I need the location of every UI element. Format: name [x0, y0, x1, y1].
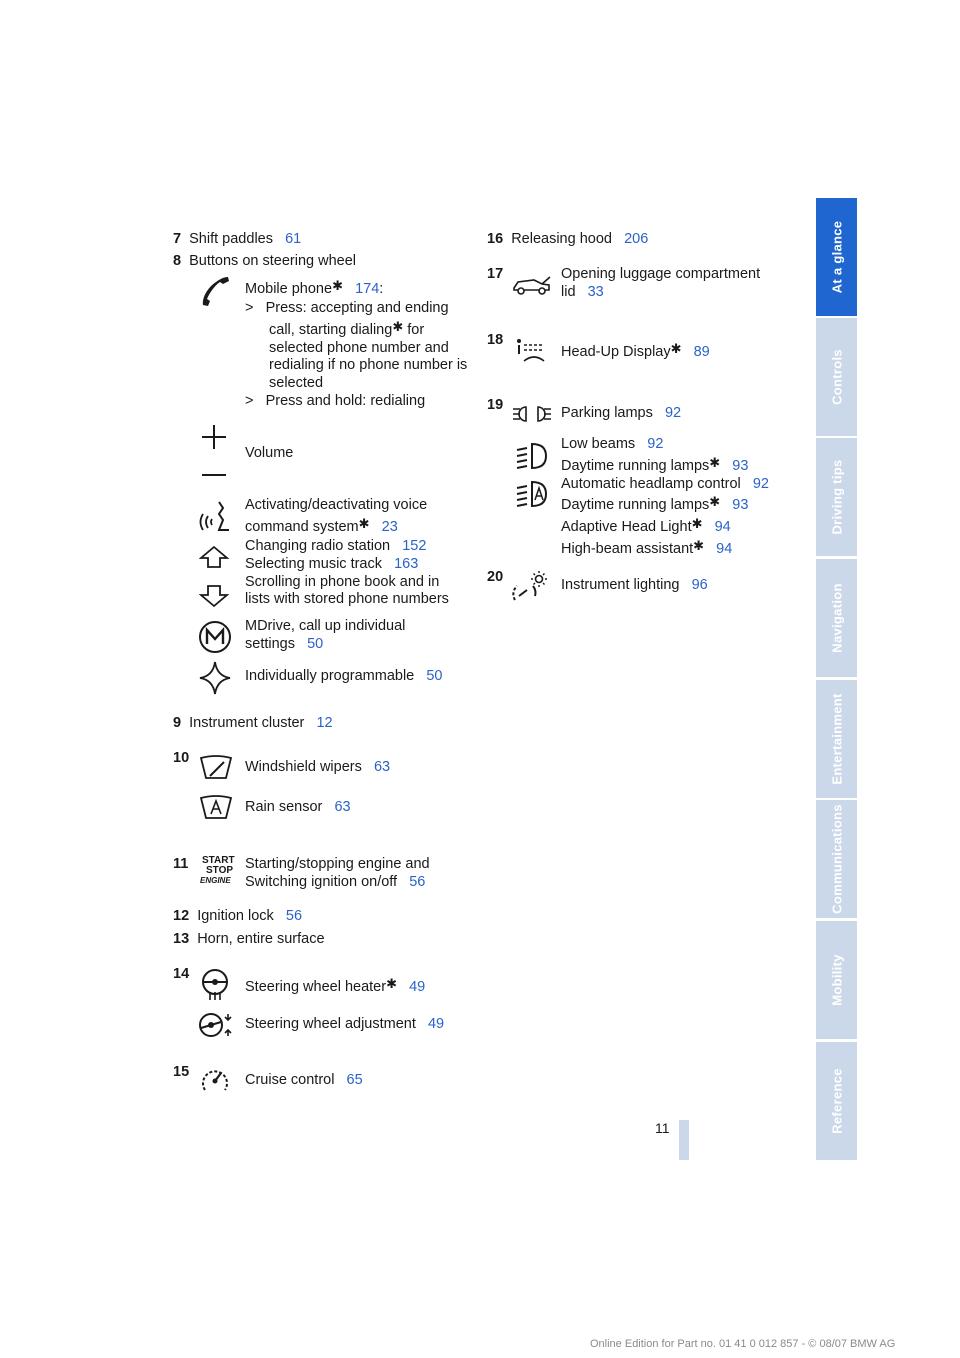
item-13: 13 Horn, entire surface: [173, 931, 325, 947]
item-15-number: 15: [173, 1064, 190, 1080]
steering-wheel-adjustment-text: Steering wheel adjustment 49: [245, 1016, 445, 1032]
footer-text: Online Edition for Part no. 01 41 0 012 857 - © 08/07 BMW AG: [590, 1338, 896, 1350]
tab-controls[interactable]: Controls: [816, 318, 857, 436]
volume-label: Volume: [245, 445, 294, 461]
mdrive-text: MDrive, call up individual settings 50: [245, 618, 406, 652]
page-ref-link[interactable]: 56: [409, 873, 426, 890]
page-ref-link[interactable]: 49: [409, 979, 426, 995]
page-ref-link[interactable]: 163: [394, 555, 419, 572]
phone-icon: [198, 274, 232, 308]
tab-communications[interactable]: Communications: [816, 800, 857, 918]
up-down-text: Changing radio station 152 Selecting music track 163 Scrolling in phone book and in lists with stored phone numbers: [245, 538, 449, 608]
tab-at-a-glance[interactable]: At a glance: [816, 198, 857, 316]
low-beams-icon: [514, 441, 548, 471]
item-8: 8 Buttons on steering wheel: [173, 253, 356, 269]
head-up-display-icon: [514, 337, 548, 363]
voice-command-icon: [199, 500, 233, 536]
item-10-number: 10: [173, 750, 190, 766]
page-ref-link[interactable]: 33: [587, 283, 604, 300]
phone-bullet-2: > Press and hold: redialing: [245, 393, 426, 409]
wiper-icon: [198, 752, 234, 782]
page-ref-link[interactable]: 23: [381, 518, 398, 535]
page-ref-link[interactable]: 93: [732, 457, 749, 474]
page-ref-link[interactable]: 152: [402, 538, 427, 554]
item-9: 9 Instrument cluster 12: [173, 715, 333, 731]
phone-bullet-1: > Press: accepting and ending call, starting dialing✱ for selected phone number and redialing if no phone number is selected: [245, 300, 468, 392]
arrow-down-icon: [199, 584, 229, 608]
page-ref-link[interactable]: 92: [752, 475, 769, 492]
item-18-number: 18: [487, 332, 504, 348]
item-7: 7 Shift paddles 61: [173, 231, 302, 247]
head-up-display-text: Head-Up Display✱ 89: [561, 341, 710, 360]
page-ref-link[interactable]: 63: [373, 759, 391, 775]
page-ref-link[interactable]: 61: [285, 231, 302, 247]
mdrive-icon: [198, 620, 232, 654]
page-ref-link[interactable]: 49: [427, 1016, 445, 1032]
programmable-star-icon: [198, 660, 232, 696]
page-ref-link[interactable]: 12: [316, 715, 333, 731]
item-11-number: 11: [173, 856, 189, 872]
item-17-number: 17: [487, 266, 504, 282]
cruise-control-text: Cruise control 65: [245, 1072, 363, 1088]
instrument-lighting-icon: [511, 570, 549, 604]
page-ref-link[interactable]: 50: [307, 635, 324, 652]
plus-icon: [201, 424, 227, 450]
page-ref-link[interactable]: 50: [426, 668, 443, 684]
start-stop-text: Starting/stopping engine and Switching ignition on/off 56: [245, 856, 430, 890]
start-stop-icon: START STOP ENGINE: [200, 855, 235, 885]
page-ref-link[interactable]: 92: [647, 436, 664, 452]
tab-navigation[interactable]: Navigation: [816, 559, 857, 677]
automatic-headlamp-icon: [514, 479, 548, 509]
luggage-compartment-text: Opening luggage compartment lid 33: [561, 266, 761, 300]
page-ref-link[interactable]: 63: [334, 799, 351, 815]
cruise-control-icon: [199, 1064, 231, 1096]
page-ref-link[interactable]: 89: [693, 344, 710, 360]
page-ref-link[interactable]: 93: [732, 497, 749, 514]
luggage-compartment-icon: [512, 274, 552, 296]
item-16: 16 Releasing hood 206: [487, 231, 649, 247]
page-ref-link[interactable]: 94: [716, 540, 733, 557]
rain-sensor-icon: [198, 792, 234, 822]
page-ref-link[interactable]: 65: [346, 1072, 363, 1088]
page-ref-link[interactable]: 174: [355, 281, 380, 297]
page-ref-link[interactable]: 92: [664, 405, 682, 421]
steering-wheel-heater-text: Steering wheel heater✱ 49: [245, 976, 426, 995]
arrow-up-icon: [199, 545, 229, 569]
page-ref-link[interactable]: 206: [624, 231, 649, 247]
headlamp-list-text: Low beams 92 Daytime running lamps✱ 93 Automatic headlamp control 92 Daytime running lamps✱ 93 Adaptive Head Light✱ 94 High-beam assistant✱ 94: [561, 436, 769, 557]
steering-wheel-heater-icon: [200, 968, 230, 1002]
rain-sensor-text: Rain sensor 63: [245, 799, 351, 815]
programmable-text: Individually programmable 50: [245, 668, 443, 684]
minus-icon: [201, 472, 227, 478]
parking-lamps-text: Parking lamps 92: [561, 405, 682, 421]
instrument-lighting-text: Instrument lighting 96: [561, 577, 708, 593]
tab-reference[interactable]: Reference: [816, 1042, 857, 1160]
windshield-wipers-text: Windshield wipers 63: [245, 759, 391, 775]
page-number-bar: [679, 1120, 689, 1160]
voice-command-text: Activating/deactivating voice command system✱ 23: [245, 497, 428, 535]
tab-entertainment[interactable]: Entertainment: [816, 680, 857, 798]
tab-mobility[interactable]: Mobility: [816, 921, 857, 1039]
item-14-number: 14: [173, 966, 190, 982]
page-ref-link[interactable]: 94: [714, 519, 731, 536]
tab-driving-tips[interactable]: Driving tips: [816, 438, 857, 556]
mobile-phone-label: Mobile phone✱ 174:: [245, 278, 384, 297]
page-ref-link[interactable]: 96: [691, 577, 708, 593]
parking-lamps-icon: [512, 404, 552, 424]
page-ref-link[interactable]: 56: [285, 908, 303, 924]
item-12: 12 Ignition lock 56: [173, 908, 303, 924]
item-20-number: 20: [487, 569, 504, 585]
item-19-number: 19: [487, 397, 504, 413]
steering-wheel-adjustment-icon: [198, 1010, 234, 1040]
page-number: 11: [655, 1120, 670, 1136]
